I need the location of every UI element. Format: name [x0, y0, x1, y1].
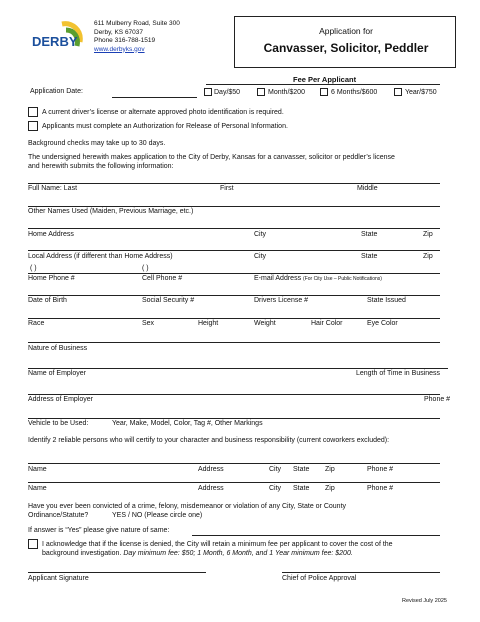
reference-1-phone-label: Phone # [367, 466, 394, 473]
local-state-label: State [361, 253, 378, 260]
intro-line-1: The undersigned herewith makes application to the City of Derby, Kansas for a canvasser, solicitor or peddler’s license [28, 154, 395, 161]
employer-phone-label: Phone # [424, 396, 451, 403]
reference-1-address-label: Address [198, 466, 224, 473]
fee-6months-checkbox[interactable] [320, 88, 328, 96]
application-date-label: Application Date: [30, 88, 83, 95]
home-phone-label: Home Phone # [28, 275, 75, 282]
acknowledge-line-2 [42, 550, 353, 557]
dob-row-field[interactable] [28, 295, 440, 296]
reference-1-city-label: City [269, 466, 282, 473]
intro-line-2: and herewith submits the following information: [28, 163, 174, 170]
address-line-1: 611 Mulberry Road, Suite 300 [94, 20, 180, 27]
reference-1-state-label: State [293, 466, 310, 473]
local-address-field[interactable] [28, 250, 440, 251]
fee-year-checkbox[interactable] [394, 88, 402, 96]
form-title-box [234, 16, 456, 68]
home-state-label: State [361, 231, 378, 238]
background-check-note: Background checks may take up to 30 days. [28, 140, 166, 147]
conviction-answer[interactable]: YES / NO (Please circle one) [112, 512, 203, 519]
reference-1-name-label: Name [28, 466, 47, 473]
home-address-label: Home Address [28, 231, 74, 238]
reference-2-city-label: City [269, 485, 282, 492]
cell-phone-label: Cell Phone # [142, 275, 183, 282]
full-name-field[interactable] [28, 183, 440, 184]
employer-name-label: Name of Employer [28, 370, 86, 377]
website-link[interactable]: www.derbyks.gov [94, 45, 145, 53]
conviction-details-field[interactable] [192, 535, 440, 536]
authorization-requirement-checkbox[interactable] [28, 121, 38, 131]
weight-label: Weight [254, 320, 276, 327]
fee-day-checkbox[interactable] [204, 88, 212, 96]
fee-6months-label: 6 Months/$600 [331, 89, 378, 96]
height-label: Height [198, 320, 219, 327]
conviction-if-yes-label: If answer is “Yes” please give nature of same: [28, 527, 170, 534]
dob-label: Date of Birth [28, 297, 67, 304]
cell-phone-area-code: ( ) [142, 265, 149, 272]
vehicle-field[interactable] [28, 418, 440, 419]
email-label-text: E-mail Address [254, 275, 302, 282]
race-label: Race [28, 320, 45, 327]
home-address-field[interactable] [28, 228, 440, 229]
fee-month-label: Month/$200 [268, 89, 305, 96]
acknowledge-line-2-text: background investigation. [42, 550, 122, 557]
authorization-requirement: Applicants must complete an Authorization for Release of Personal Information. [42, 123, 288, 130]
eye-color-label: Eye Color [367, 320, 398, 327]
city-address [94, 20, 180, 54]
home-zip-label: Zip [423, 231, 433, 238]
vehicle-label: Vehicle to be Used: [28, 420, 89, 427]
acknowledge-line-1: I acknowledge that if the license is denied, the City will retain a minimum fee per applicant to cover the cost of the [42, 541, 393, 548]
hair-color-label: Hair Color [311, 320, 343, 327]
applicant-signature-label: Applicant Signature [28, 575, 89, 582]
other-names-label: Other Names Used (Maiden, Previous Marriage, etc.) [28, 208, 194, 215]
length-in-business-label: Length of Time in Business [356, 370, 441, 377]
reference-2-name-label: Name [28, 485, 47, 492]
chief-approval-label: Chief of Police Approval [282, 575, 357, 582]
chief-approval-field[interactable] [282, 572, 440, 573]
form-title-line-2: Canvasser, Solicitor, Peddler [263, 41, 429, 55]
reference-2-field[interactable] [28, 482, 440, 483]
home-phone-area-code: ( ) [30, 265, 37, 272]
full-name-last-label: Full Name: Last [28, 185, 78, 192]
references-intro: Identify 2 reliable persons who will certify to your character and business responsibility (current coworkers excluded): [28, 437, 390, 444]
reference-2-state-label: State [293, 485, 310, 492]
email-note: (For City Use – Public Notifications) [303, 276, 382, 282]
fee-day-label: Day/$50 [214, 89, 241, 96]
local-city-label: City [254, 253, 267, 260]
derby-logo [32, 20, 84, 54]
middle-name-label: Middle [357, 185, 378, 192]
reference-1-zip-label: Zip [325, 466, 335, 473]
employer-name-field[interactable] [28, 368, 448, 369]
license-requirement-checkbox[interactable] [28, 107, 38, 117]
email-label [254, 275, 382, 282]
acknowledge-fee-terms: Day minimum fee: $50; 1 Month, 6 Month, and 1 Year minimum fee: $200. [123, 550, 353, 557]
form-title-line-1: Application for [319, 26, 373, 36]
fee-heading: Fee Per Applicant [293, 75, 357, 84]
employer-address-label: Address of Employer [28, 396, 93, 403]
fee-month-checkbox[interactable] [257, 88, 265, 96]
phone-email-field[interactable] [28, 273, 440, 274]
drivers-license-label: Drivers License # [254, 297, 309, 304]
vehicle-details-label: Year, Make, Model, Color, Tag #, Other Markings [112, 420, 263, 427]
nature-of-business-label: Nature of Business [28, 345, 88, 352]
first-name-label: First [220, 185, 234, 192]
address-line-2: Derby, KS 67037 [94, 28, 144, 36]
other-names-field[interactable] [28, 206, 440, 207]
fee-heading-rule [206, 84, 440, 85]
revised-date: Revised July 2025 [402, 598, 447, 604]
acknowledge-checkbox[interactable] [28, 539, 38, 549]
fee-year-label: Year/$750 [405, 89, 437, 96]
reference-2-zip-label: Zip [325, 485, 335, 492]
license-requirement: A current driver’s license or alternate approved photo identification is required. [42, 109, 284, 116]
nature-of-business-field[interactable] [28, 342, 440, 343]
applicant-signature-field[interactable] [28, 572, 206, 573]
ssn-label: Social Security # [142, 297, 195, 304]
address-line-3: Phone 316-788-1519 [94, 37, 156, 44]
sex-label: Sex [142, 320, 155, 327]
employer-address-field[interactable] [28, 394, 440, 395]
home-city-label: City [254, 231, 267, 238]
reference-2-address-label: Address [198, 485, 224, 492]
reference-1-field[interactable] [28, 463, 440, 464]
local-zip-label: Zip [423, 253, 433, 260]
physical-row-field[interactable] [28, 318, 440, 319]
logo-text: DERBY [32, 34, 78, 49]
conviction-question-line-2: Ordinance/Statute? [28, 512, 89, 519]
local-address-label: Local Address (if different than Home Address) [28, 253, 173, 260]
conviction-question-line-1: Have you ever been convicted of a crime, felony, misdemeanor or violation of any City, State or County [28, 503, 347, 510]
application-date-field[interactable] [112, 97, 197, 98]
reference-2-phone-label: Phone # [367, 485, 394, 492]
state-issued-label: State Issued [367, 297, 406, 304]
